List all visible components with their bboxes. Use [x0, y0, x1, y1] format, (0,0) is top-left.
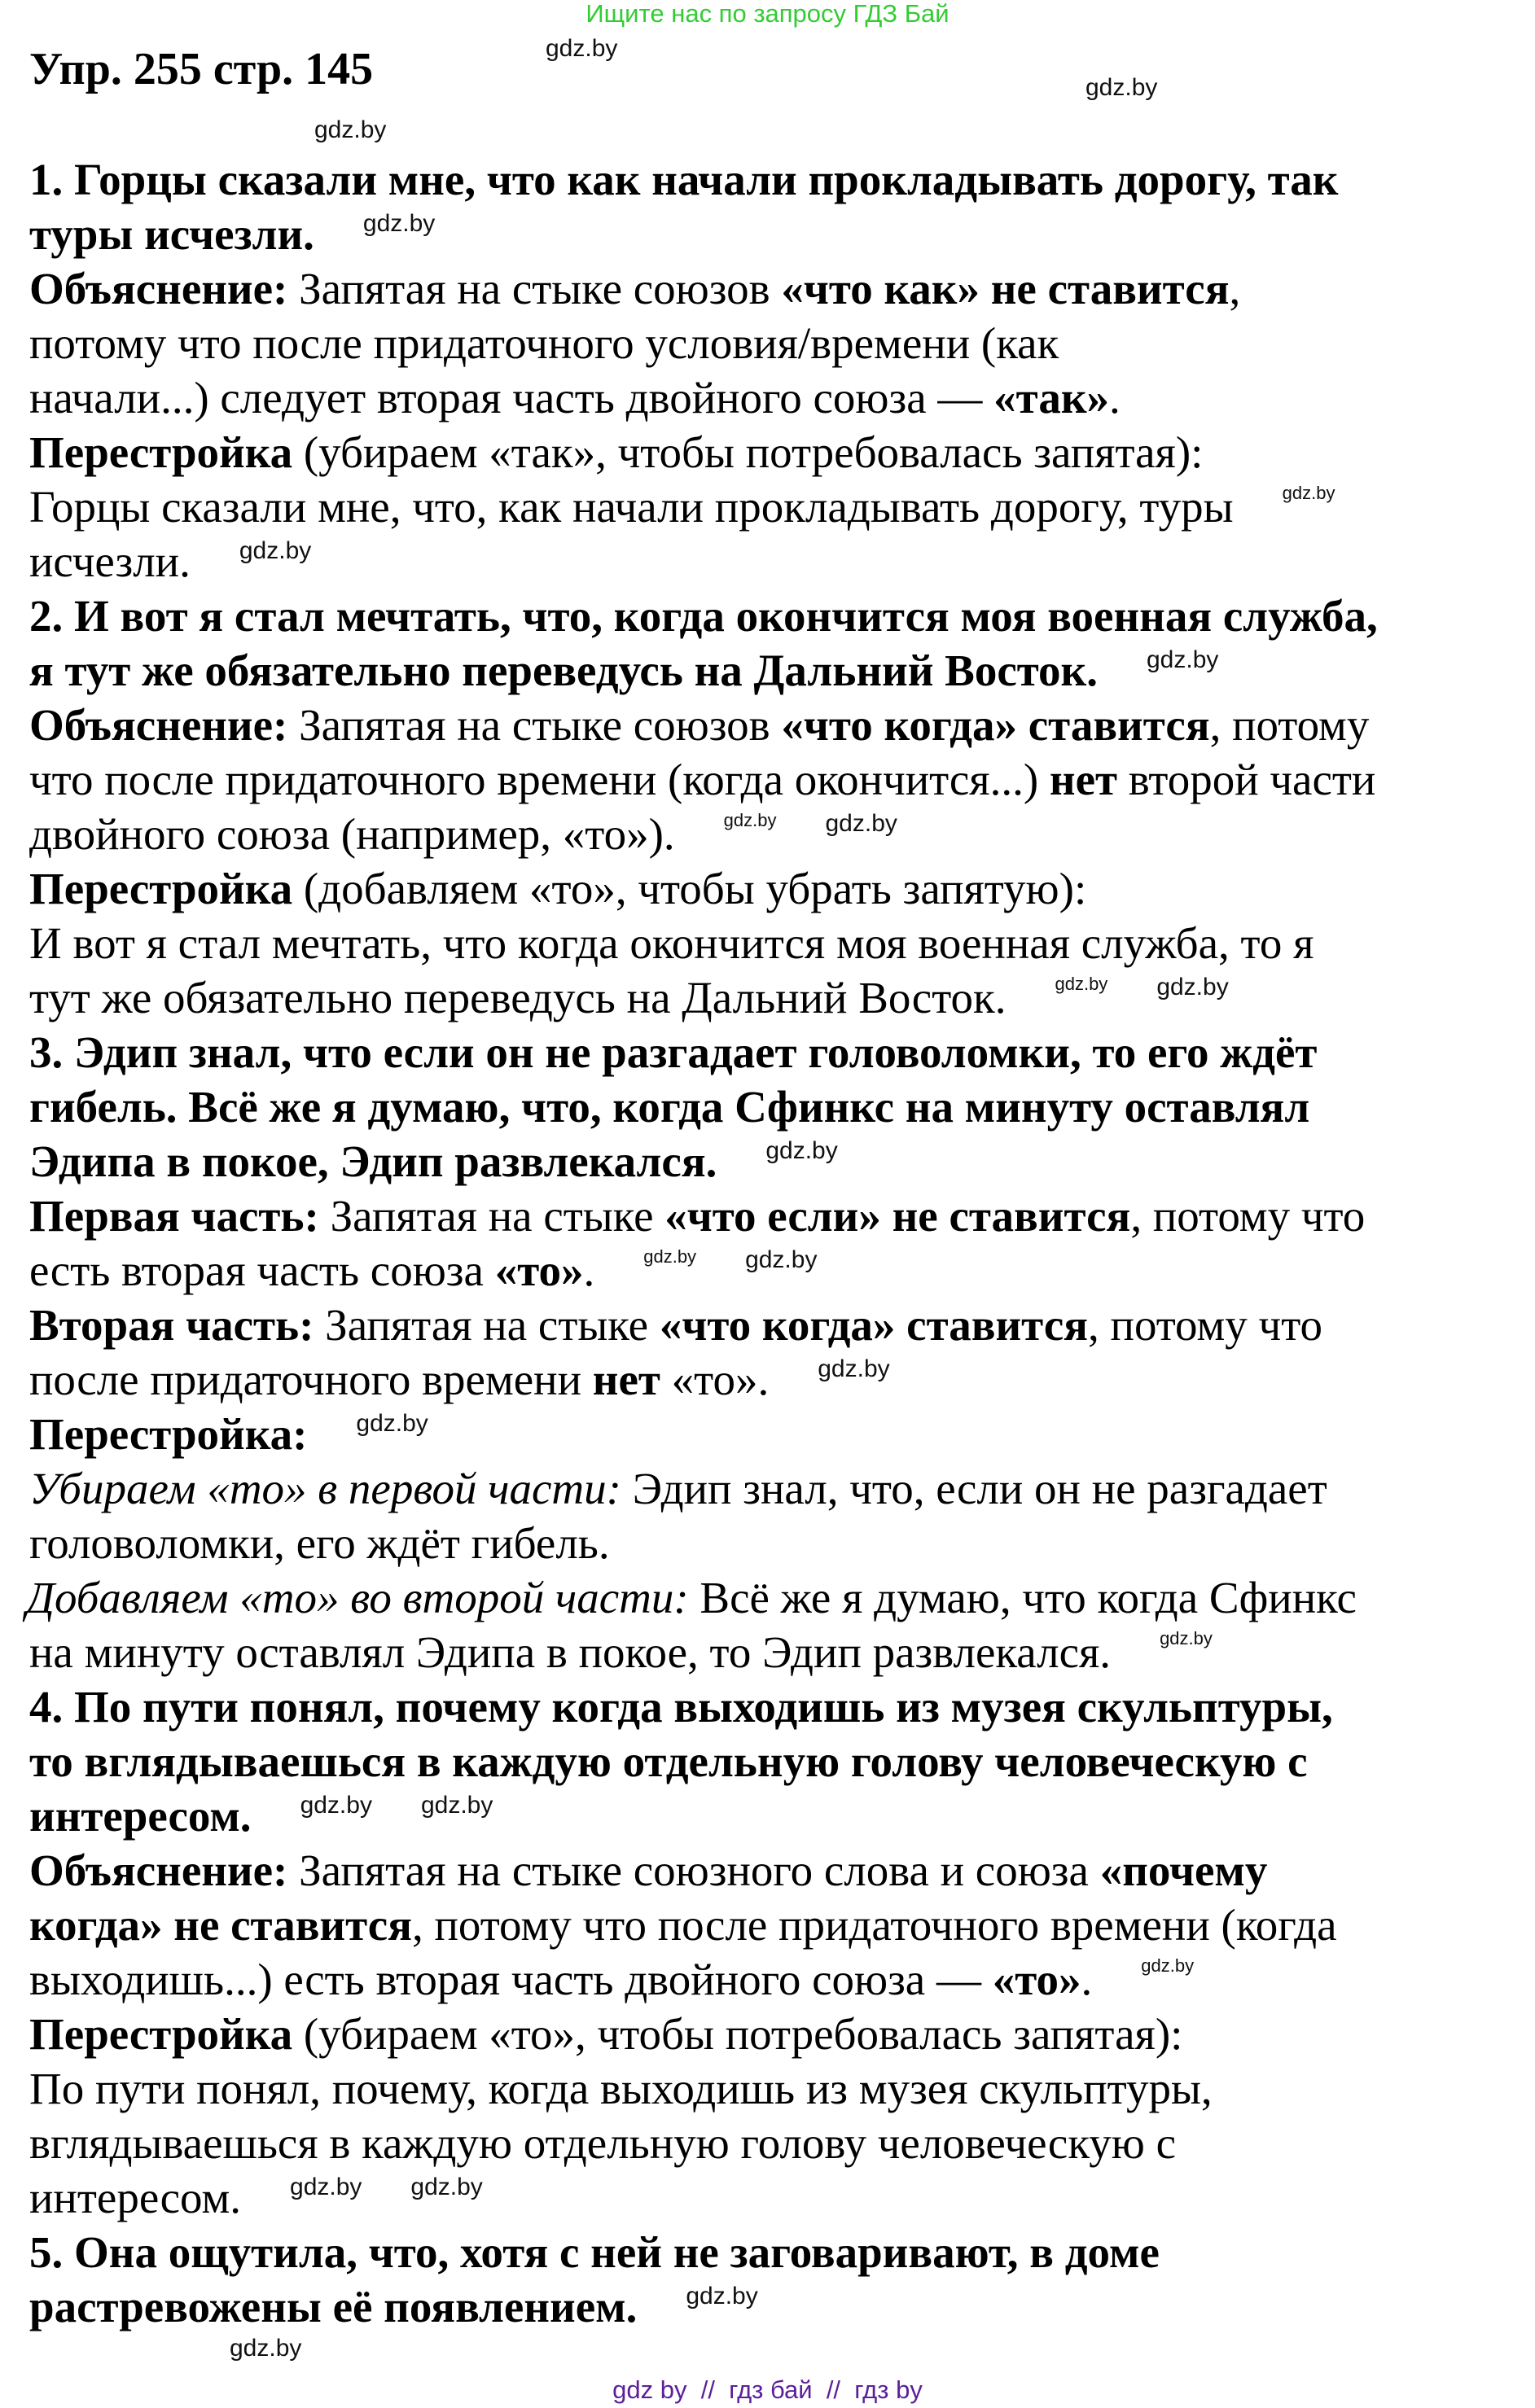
text: есть вторая часть союза	[29, 1246, 495, 1295]
text: Горцы сказали мне, что, как начали прокладывать дорогу, туры	[29, 482, 1234, 532]
bold-text: «то»	[992, 1955, 1081, 2004]
watermark: gdz.by	[1141, 1955, 1195, 1976]
text-line	[29, 698, 1369, 752]
bold-text: растревожены её появлением.	[29, 2282, 638, 2331]
bold-text: «так»	[993, 373, 1110, 422]
watermark: gdz.by	[643, 1246, 697, 1267]
text: И вот я стал мечтать, что когда окончится моя военная служба, то я	[29, 918, 1314, 968]
text: после придаточного времени	[29, 1355, 593, 1404]
watermark: gdz.by	[290, 2174, 362, 2200]
text: «то».	[660, 1355, 770, 1404]
watermark: gdz.by	[1156, 974, 1229, 1000]
bold-text: Объяснение:	[29, 700, 288, 750]
bold-text: туры исчезли.	[29, 209, 314, 259]
watermark: gdz.by	[723, 810, 777, 830]
text: Запятая на стыке союзов	[287, 264, 782, 313]
watermark: gdz.by	[410, 2174, 483, 2200]
text: .	[583, 1246, 595, 1295]
bold-text: интересом.	[29, 1791, 252, 1841]
text-line	[29, 152, 1338, 207]
text: Запятая на стыке союзов	[287, 700, 782, 750]
answer-text	[26, 152, 1378, 2334]
text-line	[29, 2116, 1176, 2170]
text: выходишь...) есть вторая часть двойного союза —	[29, 1955, 993, 2004]
text: на минуту оставлял Эдипа в покое, то Эдип развлекался.	[29, 1627, 1112, 1677]
bold-text: «почему	[1099, 1845, 1268, 1895]
text: интересом.	[29, 2173, 242, 2222]
text-line	[29, 2007, 1182, 2061]
bold-text: Объяснение:	[29, 1845, 288, 1895]
watermark: gdz.by	[1146, 646, 1219, 673]
text-line	[29, 1025, 1317, 1079]
text: Запятая на стыке	[318, 1191, 665, 1241]
text-line	[29, 861, 1086, 916]
bold-text: нет	[1049, 755, 1118, 804]
watermark: gdz.by	[1160, 1628, 1213, 1648]
text-line	[29, 1407, 428, 1461]
text-line	[29, 807, 897, 861]
bold-text: «что как» не ставится	[781, 264, 1230, 313]
text-line	[29, 1734, 1308, 1788]
text: тут же обязательно переведусь на Дальний Восток.	[29, 973, 1007, 1022]
text-line	[29, 1352, 890, 1407]
bold-text: гибель. Всё же я думаю, что, когда Сфинкс на минуту оставлял	[29, 1082, 1310, 1132]
text: что после придаточного времени (когда окончится...)	[29, 755, 1050, 804]
text-line	[29, 2170, 483, 2225]
bold-text: Первая часть:	[29, 1191, 319, 1241]
bold-text: нет	[592, 1355, 660, 1404]
text-line	[29, 207, 435, 261]
bold-text: 4. По пути понял, почему когда выходишь из музея скульптуры,	[29, 1682, 1333, 1732]
watermark: gdz.by	[239, 537, 312, 564]
bold-text: Вторая часть:	[29, 1300, 314, 1350]
text-line	[29, 479, 1335, 534]
text: ,	[1229, 264, 1241, 313]
text-line	[29, 370, 1121, 425]
watermark: gdz.by	[314, 116, 387, 143]
watermark: gdz.by	[420, 1792, 493, 1819]
text: , потому что	[1088, 1300, 1323, 1350]
bold-text: Перестройка	[29, 2009, 293, 2059]
text-line	[29, 916, 1314, 970]
watermark: gdz.by	[230, 2335, 302, 2362]
text-line	[29, 1079, 1309, 1134]
text-line	[29, 1679, 1333, 1734]
bold-text: «что когда» ставится	[781, 700, 1210, 750]
bold-text: Перестройка	[29, 864, 293, 913]
text: двойного союза (например, «то»).	[29, 809, 675, 859]
text-line	[29, 2225, 1160, 2279]
text: (убираем «так», чтобы потребовалась запятая):	[292, 427, 1204, 477]
page-title: Упр. 255 стр. 145	[29, 44, 374, 94]
text-line	[29, 970, 1229, 1025]
bold-text: то вглядываешься в каждую отдельную голову человеческую с	[29, 1736, 1308, 1786]
text-line	[29, 752, 1375, 807]
text-line	[29, 1625, 1213, 1679]
watermark: gdz.by	[1085, 74, 1158, 101]
text-line	[29, 1189, 1365, 1243]
text: Запятая на стыке союзного слова и союза	[287, 1845, 1100, 1895]
italic-text: Убираем «то» в первой части:	[29, 1464, 621, 1513]
text: .	[1109, 373, 1121, 422]
text-line	[29, 1788, 493, 1843]
text: .	[1081, 1955, 1093, 2004]
bold-text: «то»	[494, 1246, 584, 1295]
text: исчезли.	[29, 536, 191, 586]
watermark: gdz.by	[1282, 483, 1335, 503]
watermark: gdz.by	[546, 35, 618, 62]
search-banner: Ищите нас по запросу ГДЗ Бай	[585, 0, 950, 28]
watermark: gdz.by	[686, 2283, 758, 2309]
text-line	[29, 425, 1203, 479]
bold-text: 1. Горцы сказали мне, что как начали прокладывать дорогу, так	[29, 155, 1339, 204]
text: , потому	[1209, 700, 1370, 750]
watermark: gdz.by	[745, 1246, 818, 1273]
text: вглядываешься в каждую отдельную голову человеческую с	[29, 2118, 1177, 2168]
bold-text: Перестройка	[29, 427, 293, 477]
bold-text: Объяснение:	[29, 264, 288, 313]
text-line	[29, 316, 1059, 370]
text: головоломки, его ждёт гибель.	[29, 1518, 610, 1568]
text-line	[29, 261, 1240, 316]
text: (добавляем «то», чтобы убрать запятую):	[292, 864, 1087, 913]
bold-text: 2. И вот я стал мечтать, что, когда окончится моя военная служба,	[29, 591, 1378, 641]
watermark: gdz.by	[1055, 974, 1108, 994]
text-line	[29, 1952, 1194, 2007]
text-line	[29, 1461, 1327, 1516]
watermark: gdz.by	[818, 1355, 890, 1382]
text-line	[29, 2061, 1213, 2116]
bold-text: 3. Эдип знал, что если он не разгадает головоломки, то его ждёт	[29, 1027, 1318, 1077]
text-line	[29, 1134, 838, 1189]
watermark: gdz.by	[825, 810, 897, 837]
text: Всё же я думаю, что когда Сфинкс	[688, 1573, 1357, 1622]
text: потому что после придаточного условия/времени (как	[29, 318, 1059, 368]
bold-text: Эдипа в покое, Эдип развлекался.	[29, 1136, 717, 1186]
text-line	[29, 1843, 1267, 1898]
text-line	[29, 2279, 758, 2334]
text-line	[29, 1298, 1322, 1352]
watermark: gdz.by	[765, 1137, 838, 1164]
bold-text: когда» не ставится	[29, 1900, 412, 1950]
text-line	[29, 1243, 817, 1298]
text-line	[26, 1570, 1357, 1625]
text-line	[29, 589, 1378, 643]
text: Эдип знал, что, если он не разгадает	[621, 1464, 1327, 1513]
watermark: gdz.by	[356, 1410, 428, 1437]
text: начали...) следует вторая часть двойного союза —	[29, 373, 994, 422]
watermark: gdz.by	[300, 1792, 372, 1819]
text-line	[29, 1516, 610, 1570]
bold-text: Перестройка:	[29, 1409, 308, 1459]
italic-text: Добавляем «то» во второй части:	[26, 1573, 689, 1622]
text-line	[29, 1898, 1337, 1952]
text: , потому что после придаточного времени (когда	[411, 1900, 1337, 1950]
footer-links: gdz by // гдз бай // гдз by	[612, 2375, 923, 2404]
text: По пути понял, почему, когда выходишь из музея скульптуры,	[29, 2064, 1213, 2113]
bold-text: «что когда» ставится	[659, 1300, 1089, 1350]
text: второй части	[1117, 755, 1376, 804]
bold-text: «что если» не ставится	[664, 1191, 1131, 1241]
bold-text: 5. Она ощутила, что, хотя с ней не заговаривают, в доме	[29, 2227, 1160, 2277]
text: , потому что	[1130, 1191, 1366, 1241]
watermark: gdz.by	[362, 210, 436, 237]
bold-text: я тут же обязательно переведусь на Дальний Восток.	[29, 646, 1098, 695]
text-line	[29, 534, 311, 589]
text: (убираем «то», чтобы потребовалась запятая):	[292, 2009, 1183, 2059]
text-line	[29, 643, 1218, 698]
text: Запятая на стыке	[314, 1300, 660, 1350]
